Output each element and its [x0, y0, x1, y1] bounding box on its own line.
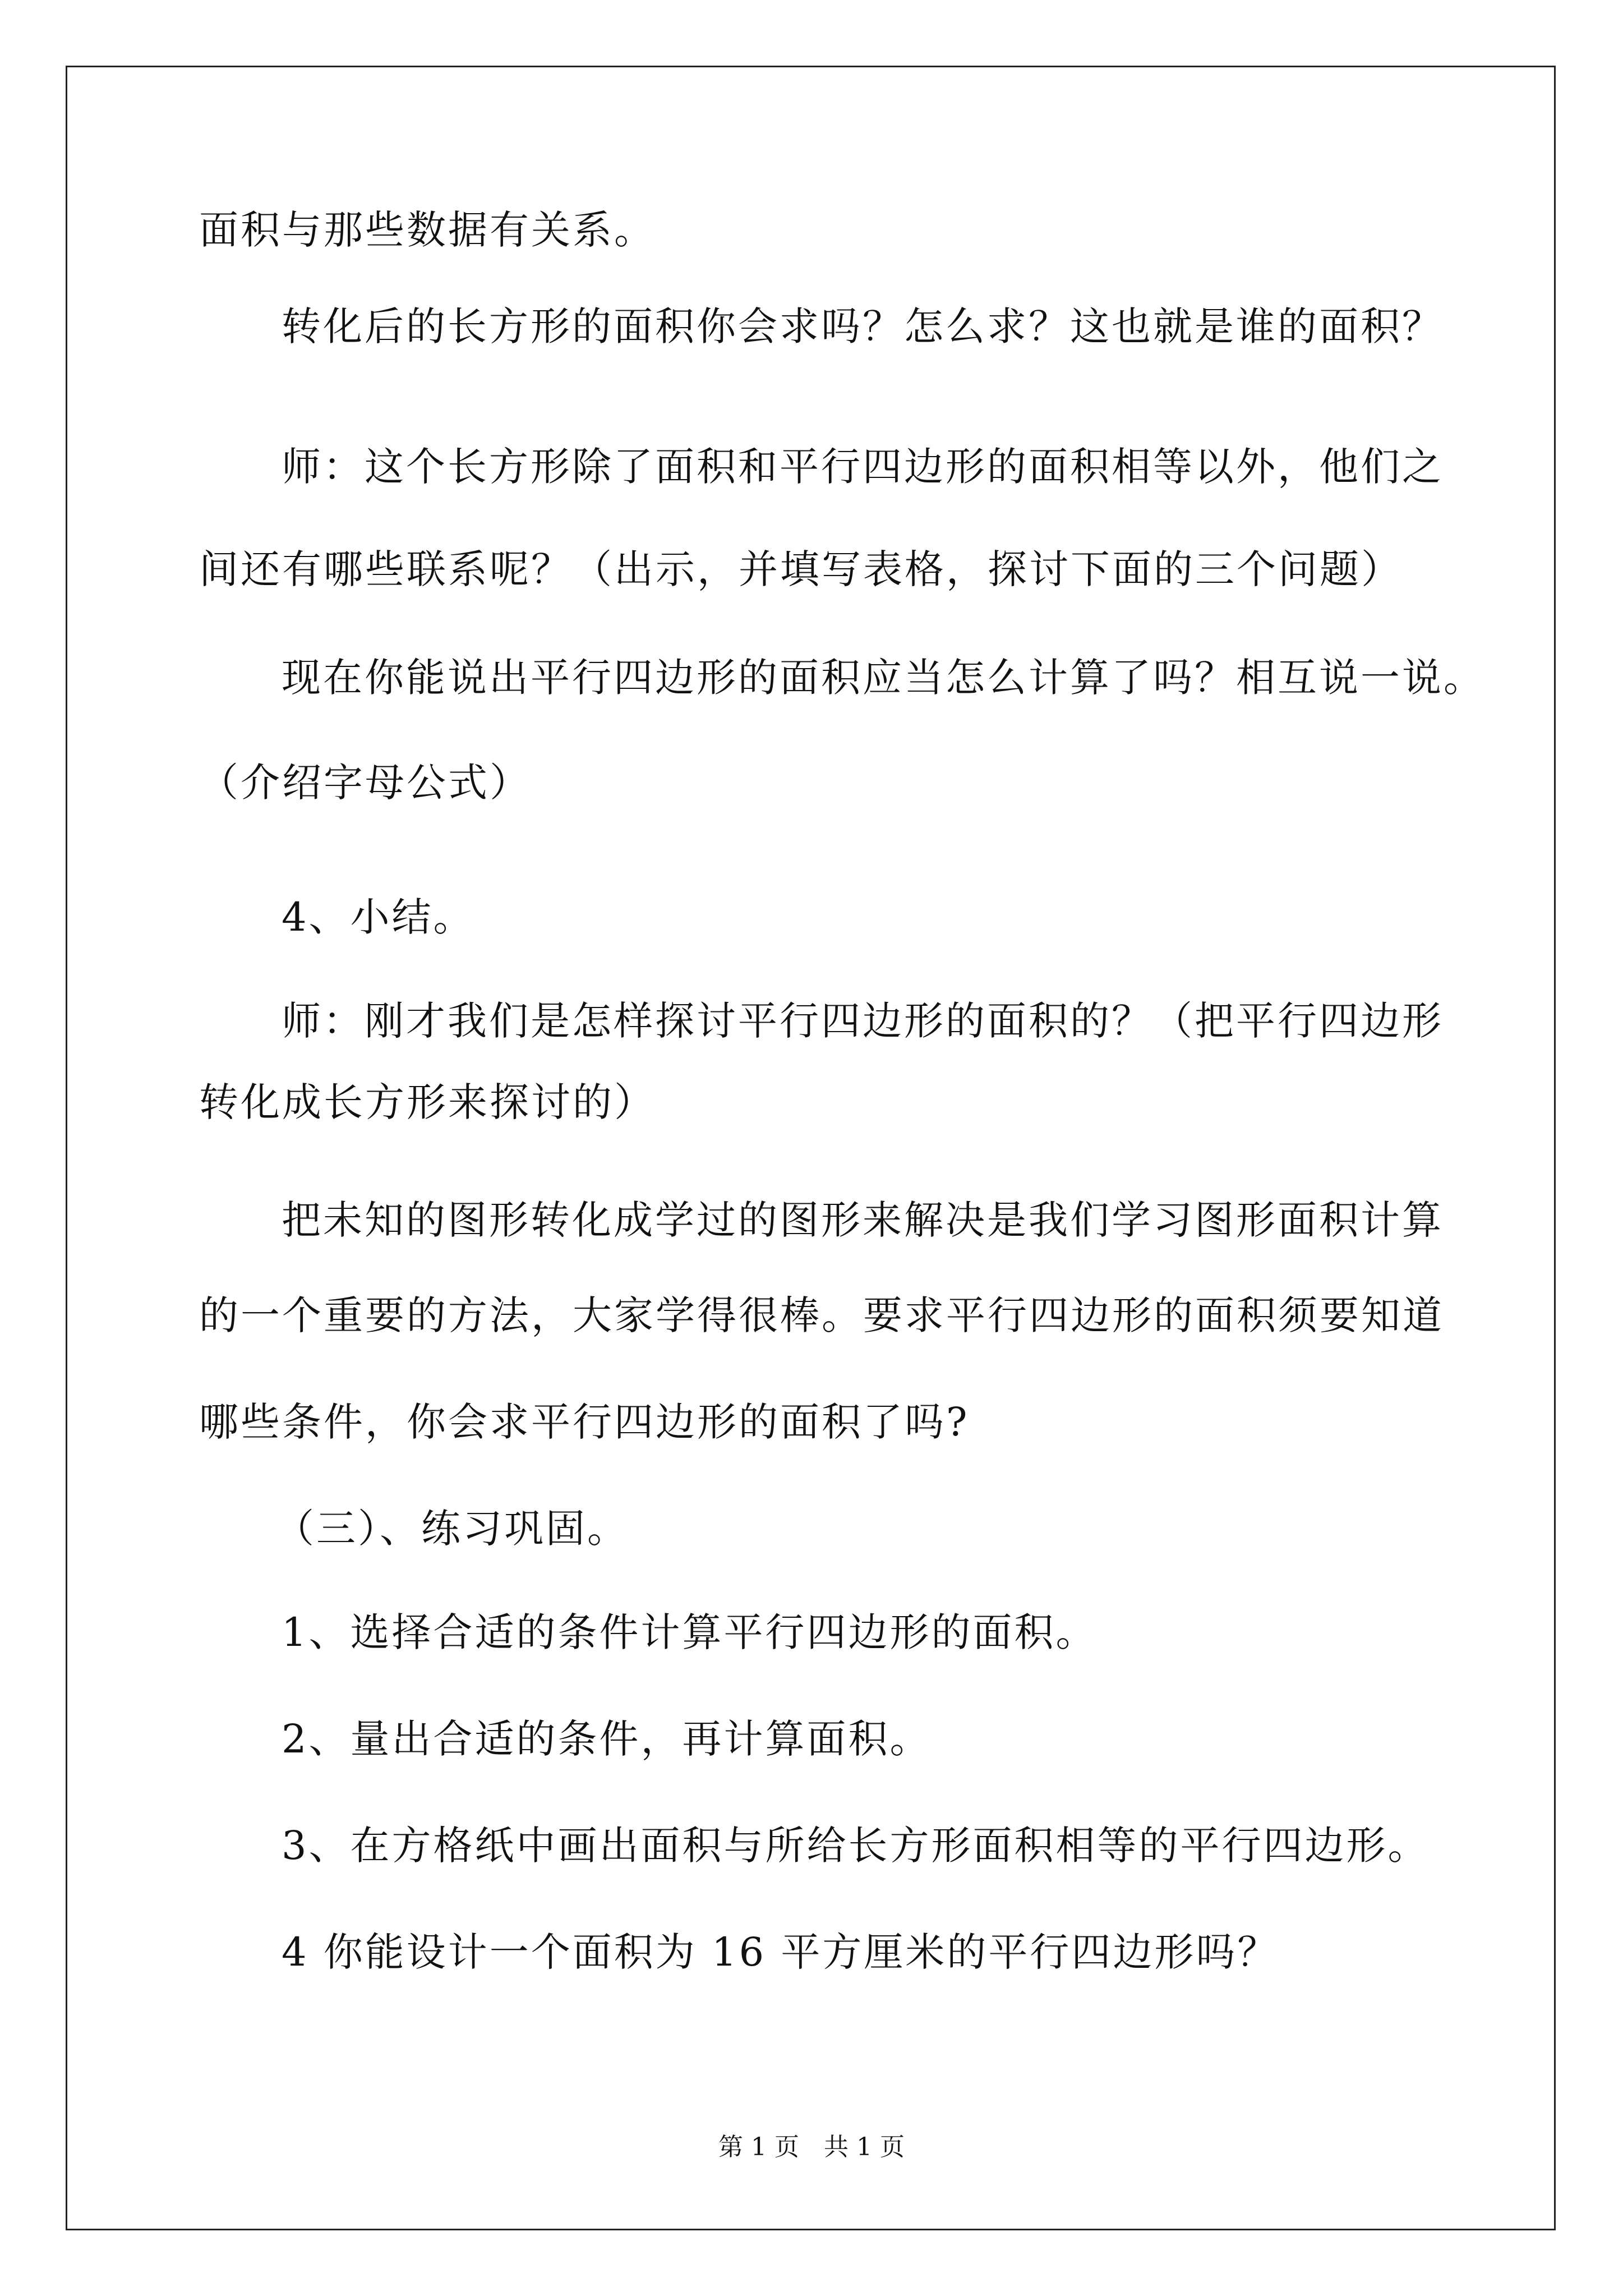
text-line-15: 2、量出合适的条件，再计算面积。 [282, 1716, 932, 1762]
text-line-7: 4、小结。 [282, 894, 475, 940]
text-line-10: 把未知的图形转化成学过的图形来解决是我们学习图形面积计算 [282, 1197, 1444, 1243]
text-line-6: （介绍字母公式） [199, 760, 531, 806]
text-line-16: 3、在方格纸中画出面积与所给长方形面积相等的平行四边形。 [282, 1823, 1430, 1869]
text-line-5: 现在你能说出平行四边形的面积应当怎么计算了吗？相互说一说。 [282, 655, 1485, 701]
page-border [66, 66, 1556, 2230]
text-line-12: 哪些条件，你会求平行四边形的面积了吗? [199, 1399, 970, 1445]
text-line-8: 师：刚才我们是怎样探讨平行四边形的面积的？（把平行四边形 [282, 998, 1444, 1044]
text-line-4: 间还有哪些联系呢？（出示，并填写表格，探讨下面的三个问题） [199, 546, 1403, 592]
text-line-17: 4 你能设计一个面积为 16 平方厘米的平行四边形吗？ [282, 1929, 1279, 1975]
text-line-9: 转化成长方形来探讨的） [199, 1079, 656, 1125]
page-footer: 第 1 页 共 1 页 [718, 2133, 905, 2161]
text-line-11: 的一个重要的方法，大家学得很棒。要求平行四边形的面积须要知道 [199, 1292, 1444, 1338]
text-line-13: （三）、练习巩固。 [275, 1506, 629, 1552]
text-line-3: 师：这个长方形除了面积和平行四边形的面积相等以外，他们之 [282, 444, 1444, 490]
text-line-1: 面积与那些数据有关系。 [199, 207, 656, 253]
text-line-2: 转化后的长方形的面积你会求吗？怎么求？这也就是谁的面积？ [282, 303, 1444, 349]
text-line-14: 1、选择合适的条件计算平行四边形的面积。 [282, 1609, 1098, 1655]
